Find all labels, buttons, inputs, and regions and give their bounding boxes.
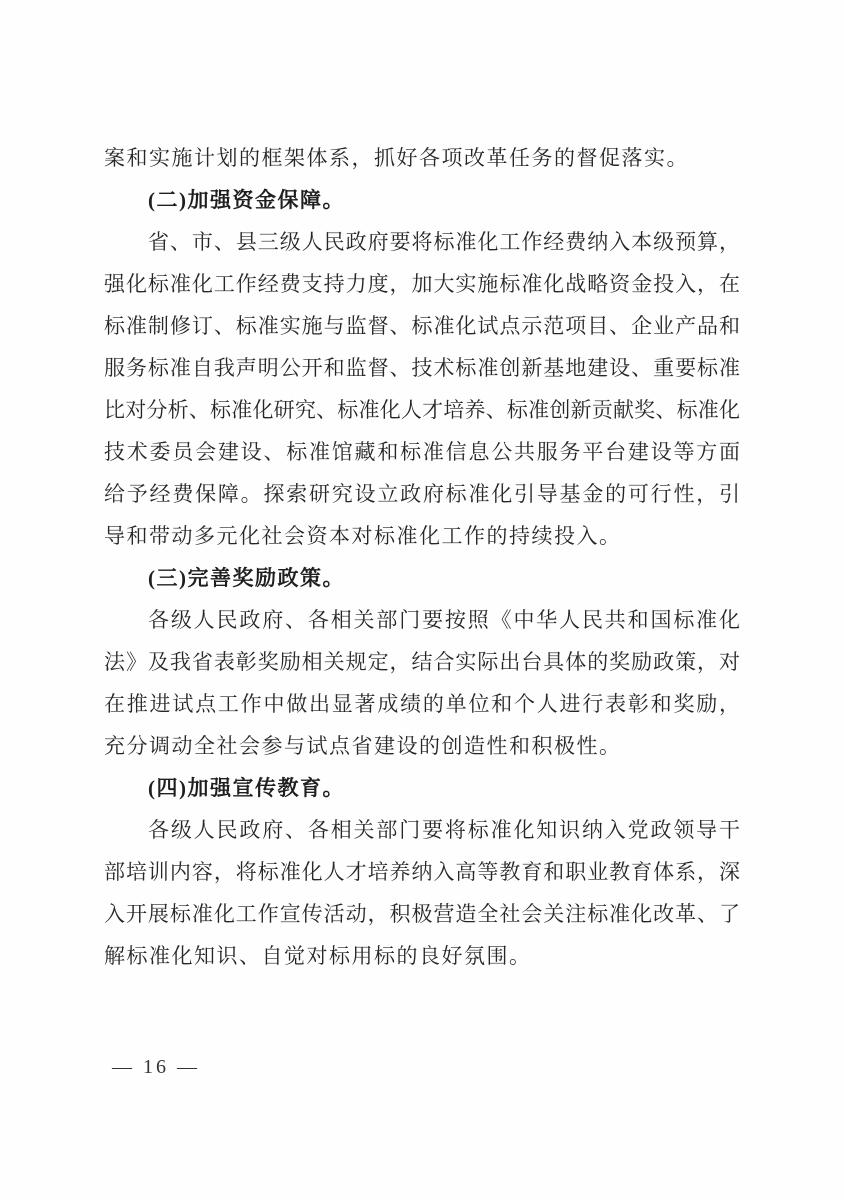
text-line: 入开展标准化工作宣传活动，积极营造全社会关注标准化改革、了	[104, 902, 740, 926]
text-line: 解标准化知识、自觉对标用标的良好氛围。	[104, 944, 532, 968]
text-line: 比对分析、标准化研究、标准化人才培养、标准创新贡献奖、标准化	[104, 398, 740, 422]
text-line: 部培训内容，将标准化人才培养纳入高等教育和职业教育体系，深	[104, 860, 740, 884]
text-line: 各级人民政府、各相关部门要按照《中华人民共和国标准化	[148, 608, 740, 632]
section-heading: (四)加强宣传教育。	[148, 776, 345, 800]
text-line: 各级人民政府、各相关部门要将标准化知识纳入党政领导干	[148, 818, 740, 842]
text-line: 技术委员会建设、标准馆藏和标准信息公共服务平台建设等方面	[104, 440, 740, 464]
text-line: 强化标准化工作经费支持力度，加大实施标准化战略资金投入，在	[104, 272, 740, 296]
text-line: 省、市、县三级人民政府要将标准化工作经费纳入本级预算，	[148, 230, 740, 254]
section-heading: (二)加强资金保障。	[148, 188, 345, 212]
text-line: 导和带动多元化社会资本对标准化工作的持续投入。	[104, 524, 622, 548]
text-line: 案和实施计划的框架体系，抓好各项改革任务的督促落实。	[104, 146, 689, 170]
page-number: — 16 —	[112, 1056, 200, 1078]
text-line: 服务标准自我声明公开和监督、技术标准创新基地建设、重要标准	[104, 356, 740, 380]
text-line: 充分调动全社会参与试点省建设的创造性和积极性。	[104, 734, 622, 758]
text-line: 法》及我省表彰奖励相关规定，结合实际出台具体的奖励政策，对	[104, 650, 740, 674]
section-heading: (三)完善奖励政策。	[148, 566, 345, 590]
page-footer	[112, 1056, 200, 1079]
text-line: 给予经费保障。探索研究设立政府标准化引导基金的可行性，引	[104, 482, 740, 506]
text-line: 在推进试点工作中做出显著成绩的单位和个人进行表彰和奖励，	[104, 692, 740, 716]
text-line: 标准制修订、标准实施与监督、标准化试点示范项目、企业产品和	[104, 314, 740, 338]
document-body	[104, 137, 740, 977]
